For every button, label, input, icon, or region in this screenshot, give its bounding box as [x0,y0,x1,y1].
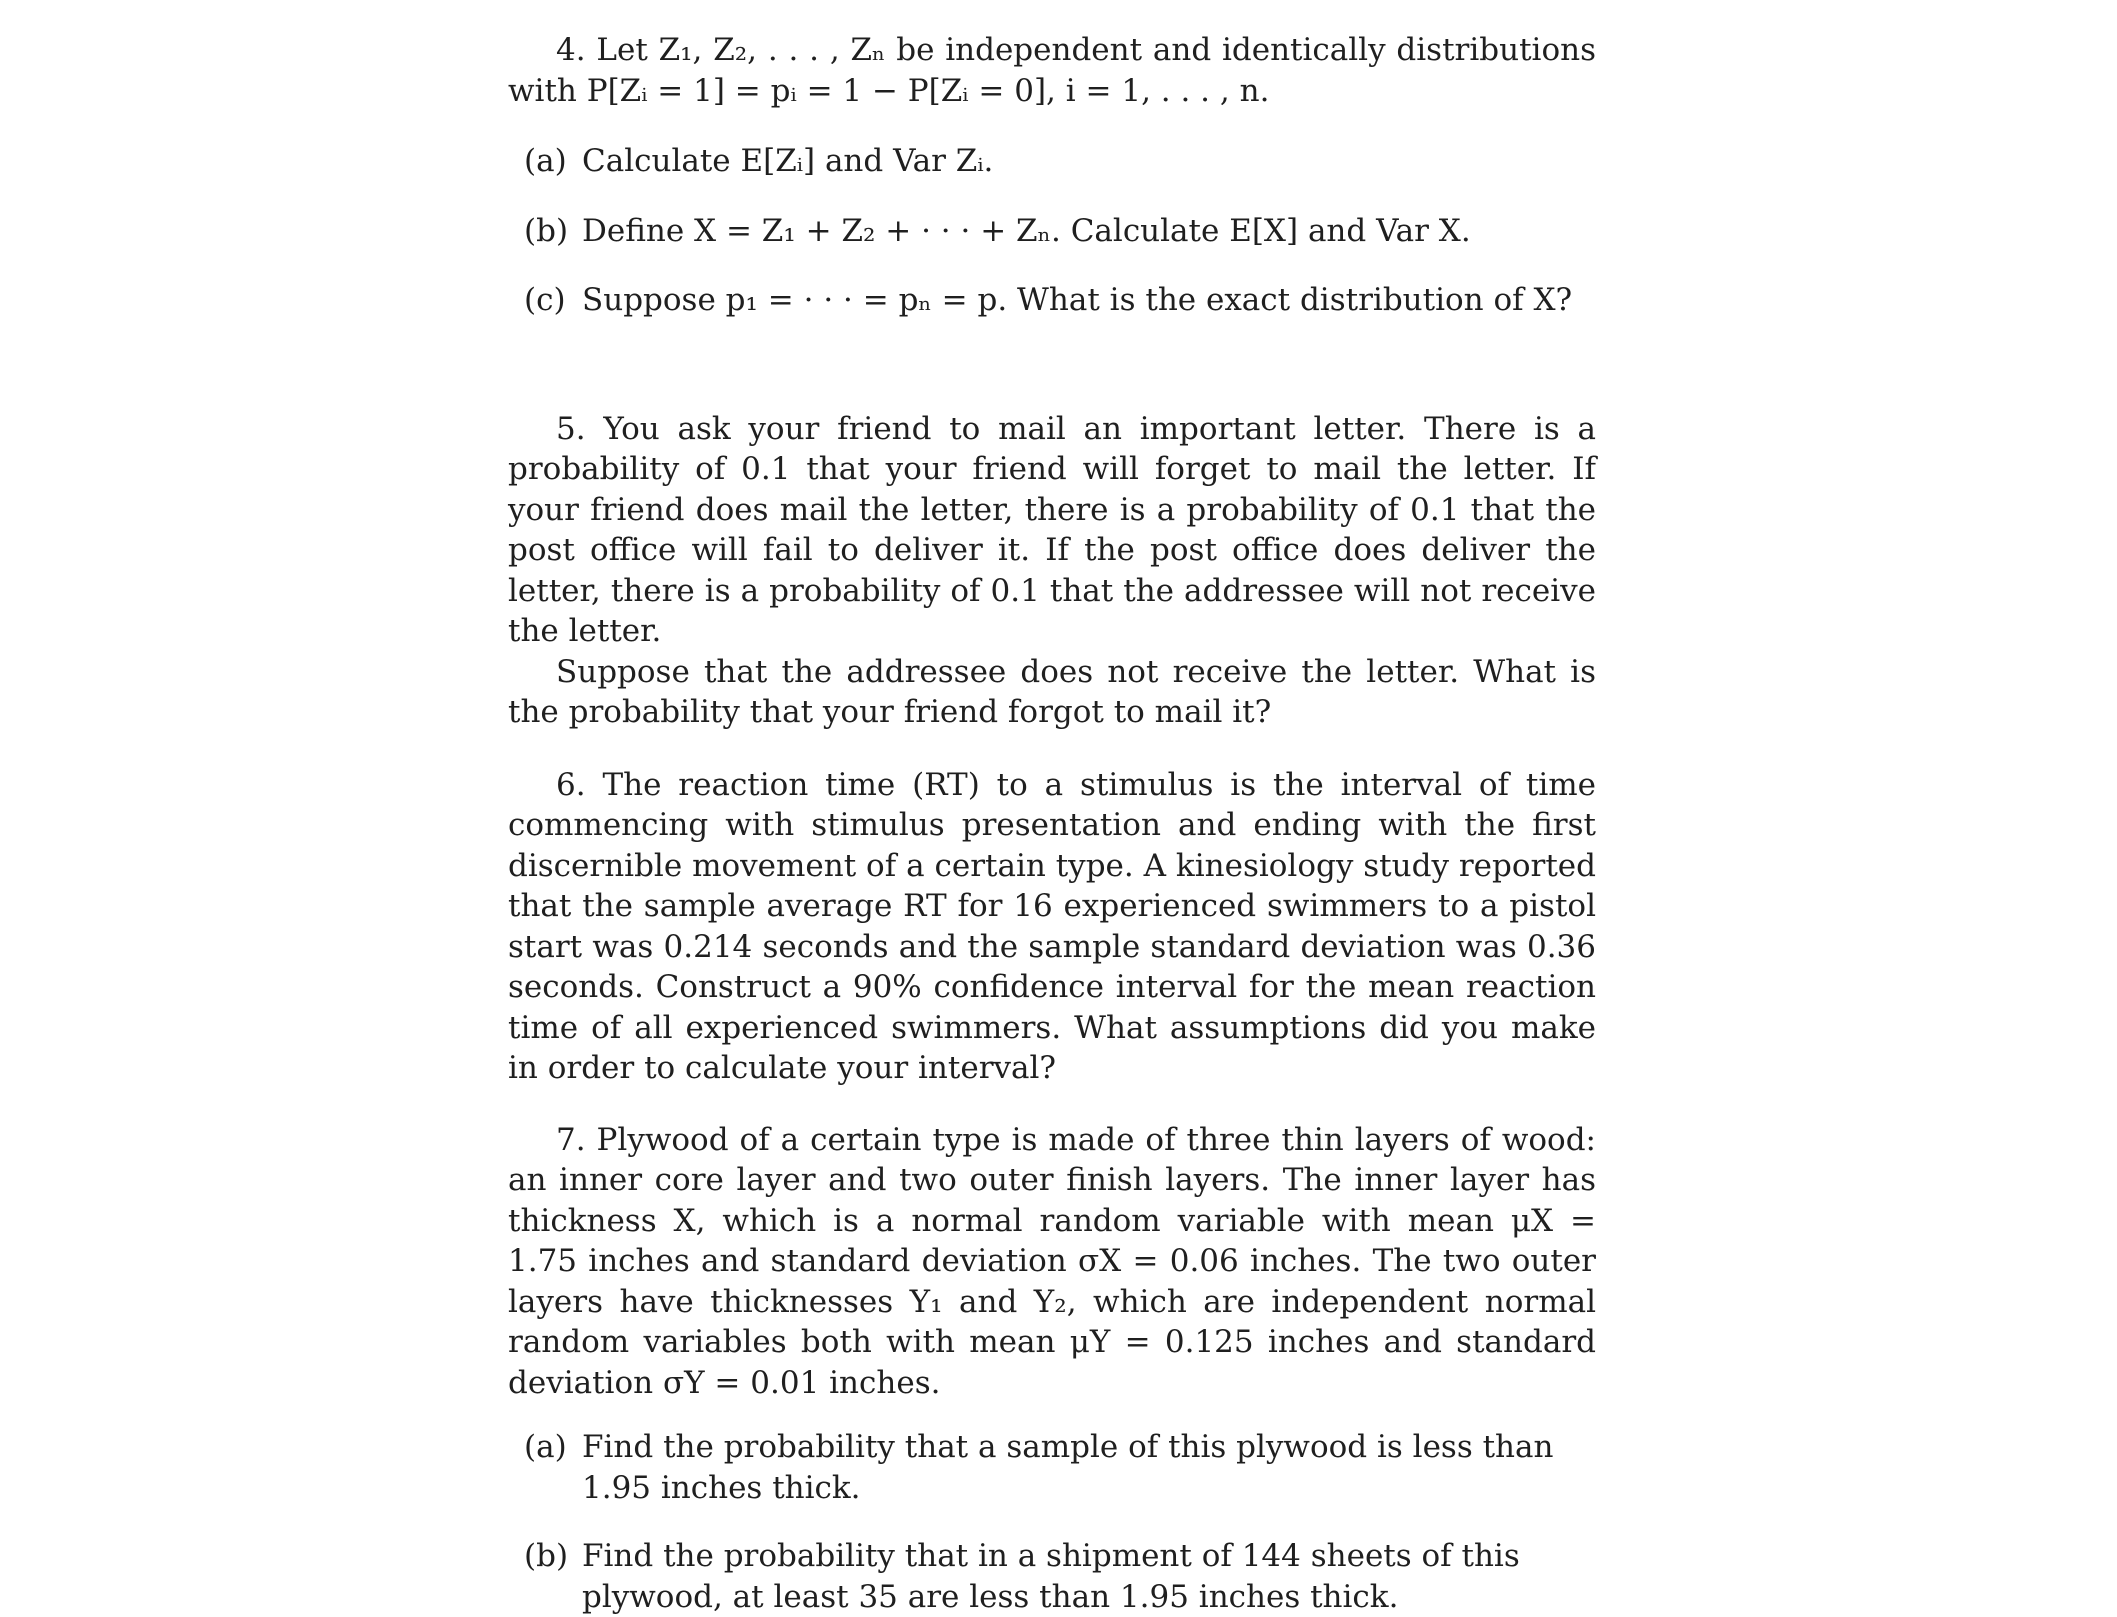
part-text: Define X = Z₁ + Z₂ + · · · + Zₙ. Calculate E[X] and Var X. [582,211,1596,252]
part-label: (b) [524,1536,582,1577]
problem-4 [508,30,1596,321]
problem-4-statement: 4. Let Z₁, Z₂, . . . , Zₙ be independent and identically distributions with P[Zᵢ = 1] = pᵢ = 1 − P[Zᵢ = 0], i = 1, . . . , n. [508,30,1596,111]
problem-4-parts [508,141,1596,321]
part-text: Find the probability that a sample of this plywood is less than 1.95 inches thick. [582,1427,1596,1508]
problem-7-statement: 7. Plywood of a certain type is made of three thin layers of wood: an inner core layer and two outer finish layers. The inner layer has thickness X, which is a normal random variable with mean μX = 1.75 inches and standard deviation σX = 0.06 inches. The two outer layers have thicknesses Y₁ and Y₂, which are independent normal random variables both with mean μY = 0.125 inches and standard deviation σY = 0.01 inches. [508,1120,1596,1404]
part-text: Calculate E[Zᵢ] and Var Zᵢ. [582,141,1596,182]
problem-4-part-b [508,211,1596,252]
problem-5-statement: 5. You ask your friend to mail an important letter. There is a probability of 0.1 that your friend will forget to mail the letter. If your friend does mail the letter, there is a probability of 0.1 that the post office will fail to deliver it. If the post office does deliver the letter, there is a probability of 0.1 that the addressee will not receive the letter. [508,409,1596,652]
problem-5-question: Suppose that the addressee does not receive the letter. What is the probability that your friend forgot to mail it? [508,652,1596,733]
problem-7 [508,1120,1596,1617]
problem-5 [508,409,1596,733]
problem-7-part-a [508,1427,1596,1508]
problem-4-part-c [508,280,1596,321]
part-label: (a) [524,141,582,182]
part-label: (a) [524,1427,582,1468]
part-text: Find the probability that in a shipment of 144 sheets of this plywood, at least 35 are less than 1.95 inches thick. [582,1536,1596,1617]
problem-7-parts [508,1427,1596,1617]
part-label: (c) [524,280,582,321]
part-text: Suppose p₁ = · · · = pₙ = p. What is the exact distribution of X? [582,280,1596,321]
problem-sheet [508,30,1596,1617]
problem-4-part-a [508,141,1596,182]
problem-6-statement: 6. The reaction time (RT) to a stimulus is the interval of time commencing with stimulus presentation and ending with the first discernible movement of a certain type. A kinesiology study reported that the sample average RT for 16 experienced swimmers to a pistol start was 0.214 seconds and the sample standard deviation was 0.36 seconds. Construct a 90% confidence interval for the mean reaction time of all experienced swimmers. What assumptions did you make in order to calculate your interval? [508,765,1596,1089]
problem-7-part-b [508,1536,1596,1617]
problem-6 [508,765,1596,1089]
part-label: (b) [524,211,582,252]
